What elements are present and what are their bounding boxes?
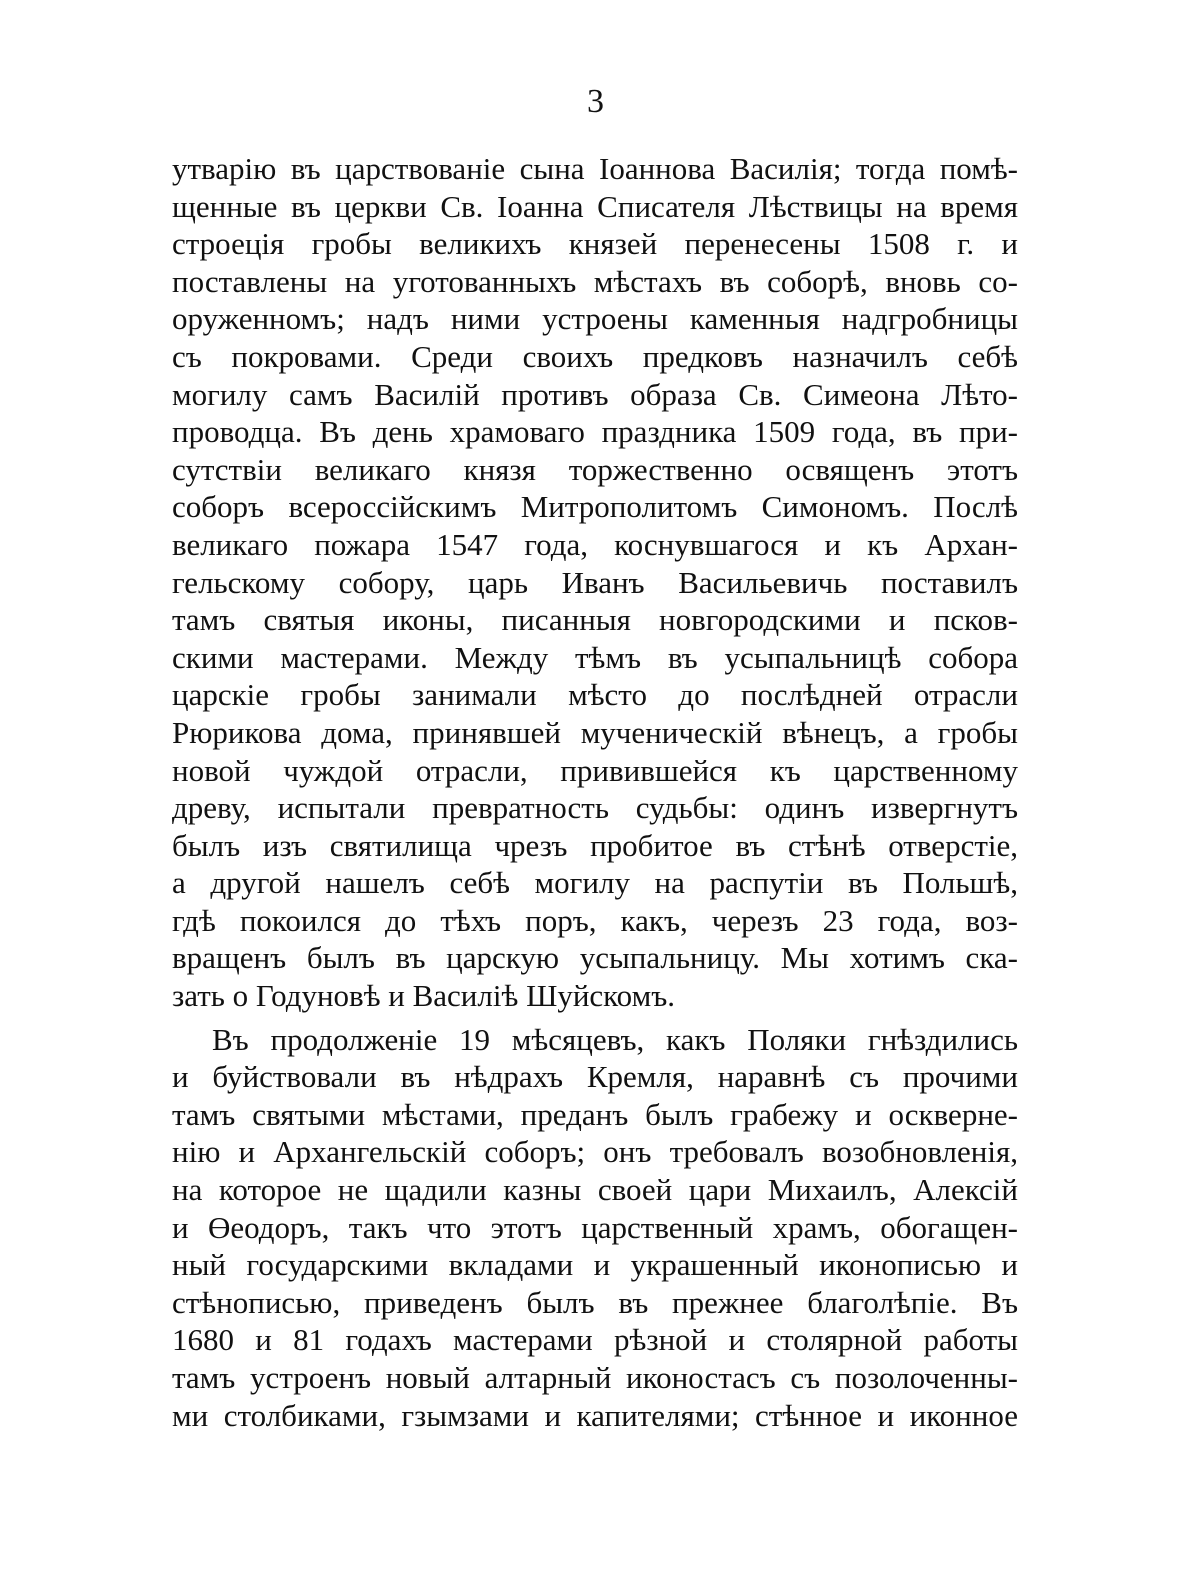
text-line: царскіе гробы занимали мѣсто до послѣдней отрасли [172,677,1018,713]
text-line: 1680 и 81 годахъ мастерами рѣзной и столярной работы [172,1322,1018,1358]
body-text [172,150,1018,1434]
text-line: ми столбиками, гзымзами и капителями; стѣнное и иконное [172,1397,1018,1433]
text-line: гдѣ покоился до тѣхъ поръ, какъ, черезъ 23 года, воз- [172,902,1018,938]
text-line: былъ изъ святилища чрезъ пробитое въ стѣнѣ отверстіе, [172,827,1018,863]
text-line: тамъ святыми мѣстами, преданъ былъ грабежу и оскверне- [172,1096,1018,1132]
text-line: древу, испытали превратность судьбы: одинъ извергнутъ [172,790,1018,826]
text-line: тамъ устроенъ новый алтарный иконостасъ съ позолоченны- [172,1360,1018,1395]
text-line: скими мастерами. Между тѣмъ въ усыпальницѣ собора [172,639,1018,675]
text-line: соборъ всероссійскимъ Митрополитомъ Симономъ. Послѣ [172,489,1018,525]
text-line: съ покровами. Среди своихъ предковъ назначилъ себѣ [172,338,1018,374]
text-line: и буйствовали въ нѣдрахъ Кремля, наравнѣ съ прочими [172,1059,1018,1095]
text-line: поставлены на уготованныхъ мѣстахъ въ соборѣ, вновь со- [172,263,1018,299]
text-line: щенные въ церкви Св. Іоанна Списателя Лѣствицы на время [172,188,1018,224]
text-line: Рюрикова дома, принявшей мученическій вѣнецъ, а гробы [172,714,1018,750]
paragraph-2 [172,1021,1018,1435]
text-line: гельскому собору, царь Иванъ Васильевичь поставилъ [172,564,1018,600]
text-line: новой чуждой отрасли, привившейся къ царственному [172,752,1018,788]
text-line: а другой нашелъ себѣ могилу на распутіи въ Польшѣ, [172,865,1018,901]
text-line: и Өеодоръ, такъ что этотъ царственный храмъ, обогащен- [172,1209,1018,1245]
text-line: зать о Годуновѣ и Василіѣ Шуйскомъ. [172,978,675,1014]
text-line: могилу самъ Василій противъ образа Св. Симеона Лѣто- [172,376,1018,412]
text-line: Въ продолженіе 19 мѣсяцевъ, какъ Поляки гнѣздились [212,1021,1018,1057]
text-line: утварію въ царствованіе сына Іоаннова Василія; тогда помѣ- [172,151,1018,186]
page-number: 3 [587,83,604,120]
text-line: стѣнописью, приведенъ былъ въ прежнее благолѣпіе. Въ [172,1284,1018,1320]
paragraph-1 [172,150,1018,1015]
text-line: сутствіи великаго князя торжественно освященъ этотъ [172,451,1018,487]
text-line: нію и Архангельскій соборъ; онъ требовалъ возобновленія, [172,1134,1018,1170]
text-line: тамъ святыя иконы, писанныя новгородскими и псков- [172,602,1018,638]
text-line: на которое не щадили казны своей цари Михаилъ, Алексій [172,1172,1018,1208]
text-line: строеція гробы великихъ князей перенесены 1508 г. и [172,226,1018,262]
text-line: оруженномъ; надъ ними устроены каменныя надгробницы [172,301,1018,337]
text-line: ный государскими вкладами и украшенный иконописью и [172,1247,1018,1283]
text-line: вращенъ былъ въ царскую усыпальницу. Мы хотимъ ска- [172,940,1018,976]
text-line: великаго пожара 1547 года, коснувшагося и къ Архан- [172,526,1018,562]
text-line: проводца. Въ день храмоваго праздника 1509 года, въ при- [172,414,1018,450]
